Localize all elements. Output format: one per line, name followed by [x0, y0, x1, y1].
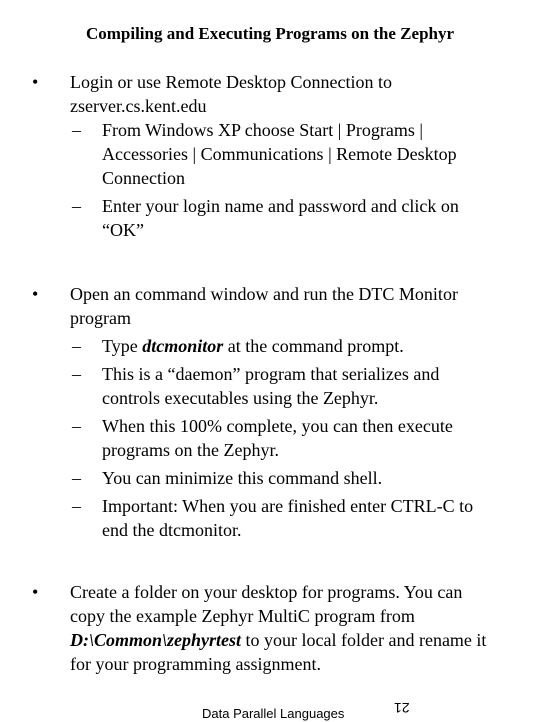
- subitem-windows-xp: From Windows XP choose Start | Programs | Accessories | Communications | Remote Desktop Connection: [102, 120, 457, 188]
- bullet-icon: •: [32, 284, 39, 304]
- dash-icon: –: [72, 416, 81, 436]
- bullet-command-window-text: Open an command window and run the DTC Monitor program: [70, 284, 458, 328]
- dash-icon: –: [72, 496, 81, 516]
- dash-icon: –: [72, 196, 81, 216]
- subitem-important: Important: When you are finished enter CTRL-C to end the dtcmonitor.: [102, 496, 474, 540]
- path-zephyrtest: D:\Common\zephyrtest: [70, 630, 242, 650]
- subitem-type-dtcmonitor: [102, 334, 497, 358]
- bullet-create-folder: [0, 580, 540, 676]
- bullet-icon: •: [32, 582, 39, 602]
- bullet-login-text: Login or use Remote Desktop Connection to zserver.cs.kent.edu: [70, 72, 392, 116]
- subitem-daemon: This is a “daemon” program that serializes and controls executables using the Zephyr.: [102, 364, 440, 408]
- bullet-icon: •: [32, 72, 39, 92]
- subitem-minimize: You can minimize this command shell.: [102, 468, 383, 488]
- subitem-complete: When this 100% complete, you can then execute programs on the Zephyr.: [102, 416, 453, 460]
- dash-icon: –: [72, 336, 81, 356]
- page-number: 21: [394, 700, 410, 716]
- command-dtcmonitor: dtcmonitor: [142, 336, 224, 356]
- folder-text-after: to your local folder and rename it for your programming assignment.: [70, 630, 487, 674]
- dash-icon: –: [72, 120, 81, 140]
- subitem-type-before: Type: [102, 336, 143, 356]
- dash-icon: –: [72, 468, 81, 488]
- footer-label: Data Parallel Languages: [202, 706, 345, 721]
- folder-text-before: Create a folder on your desktop for programs. You can copy the example Zephyr MultiC program from: [70, 582, 463, 626]
- subitem-login-name: Enter your login name and password and click on “OK”: [102, 196, 459, 240]
- subitem-type-after: at the command prompt.: [223, 336, 404, 356]
- bullet-command-window: [0, 282, 540, 542]
- slide-title: Compiling and Executing Programs on the Zephyr: [85, 24, 455, 43]
- bullet-create-folder-text: [70, 580, 500, 676]
- dash-icon: –: [72, 364, 81, 384]
- bullet-login: [0, 70, 540, 242]
